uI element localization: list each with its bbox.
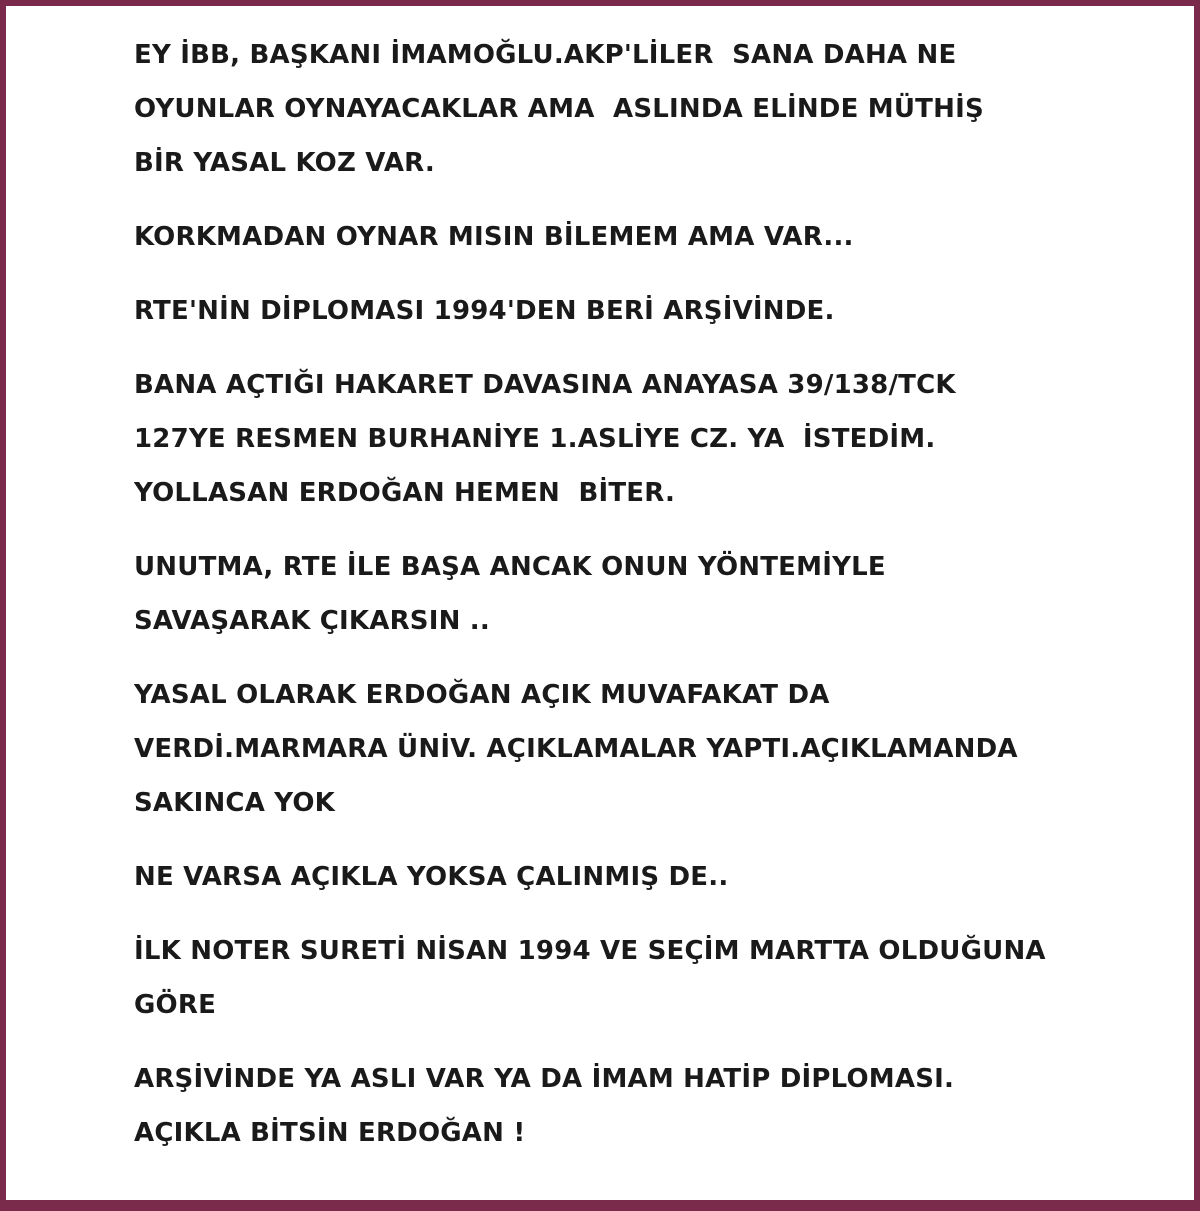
text-line: NE VARSA AÇIKLA YOKSA ÇALINMIŞ DE..	[134, 862, 729, 892]
paragraph-5	[134, 540, 1154, 648]
text-line: OYUNLAR OYNAYACAKLAR AMA ASLINDA ELİNDE MÜTHİŞ	[134, 94, 984, 124]
text-line: YOLLASAN ERDOĞAN HEMEN BİTER.	[134, 478, 676, 508]
paragraph-4	[134, 358, 1154, 520]
text-line: KORKMADAN OYNAR MISIN BİLEMEM AMA VAR...	[134, 222, 854, 252]
text-line: EY İBB, BAŞKANI İMAMOĞLU.AKP'LİLER SANA DAHA NE	[134, 40, 957, 70]
text-line: 127YE RESMEN BURHANİYE 1.ASLİYE CZ. YA İSTEDİM.	[134, 424, 936, 454]
paragraph-8	[134, 924, 1154, 1032]
paragraph-9	[134, 1052, 1154, 1160]
text-line: SAVAŞARAK ÇIKARSIN ..	[134, 606, 490, 636]
text-line: İLK NOTER SURETİ NİSAN 1994 VE SEÇİM MARTTA OLDUĞUNA	[134, 936, 1046, 966]
text-line: VERDİ.MARMARA ÜNİV. AÇIKLAMALAR YAPTI.AÇIKLAMANDA	[134, 734, 1018, 764]
text-line: UNUTMA, RTE İLE BAŞA ANCAK ONUN YÖNTEMİYLE	[134, 552, 886, 582]
text-line: BANA AÇTIĞI HAKARET DAVASINA ANAYASA 39/138/TCK	[134, 370, 956, 400]
text-line: GÖRE	[134, 990, 217, 1020]
text-line: SAKINCA YOK	[134, 788, 336, 818]
paragraph-6	[134, 668, 1154, 830]
paragraph-3	[134, 284, 1154, 338]
text-line: ARŞİVİNDE YA ASLI VAR YA DA İMAM HATİP DİPLOMASI.	[134, 1064, 955, 1094]
text-line: YASAL OLARAK ERDOĞAN AÇIK MUVAFAKAT DA	[134, 680, 830, 710]
paragraph-1	[134, 28, 1154, 190]
paragraph-7	[134, 850, 1154, 904]
text-line: RTE'NİN DİPLOMASI 1994'DEN BERİ ARŞİVİNDE.	[134, 296, 835, 326]
text-body	[134, 28, 1154, 1160]
text-line: BİR YASAL KOZ VAR.	[134, 148, 435, 178]
text-card	[6, 6, 1194, 1200]
text-line: AÇIKLA BİTSİN ERDOĞAN !	[134, 1118, 526, 1148]
paragraph-2	[134, 210, 1154, 264]
